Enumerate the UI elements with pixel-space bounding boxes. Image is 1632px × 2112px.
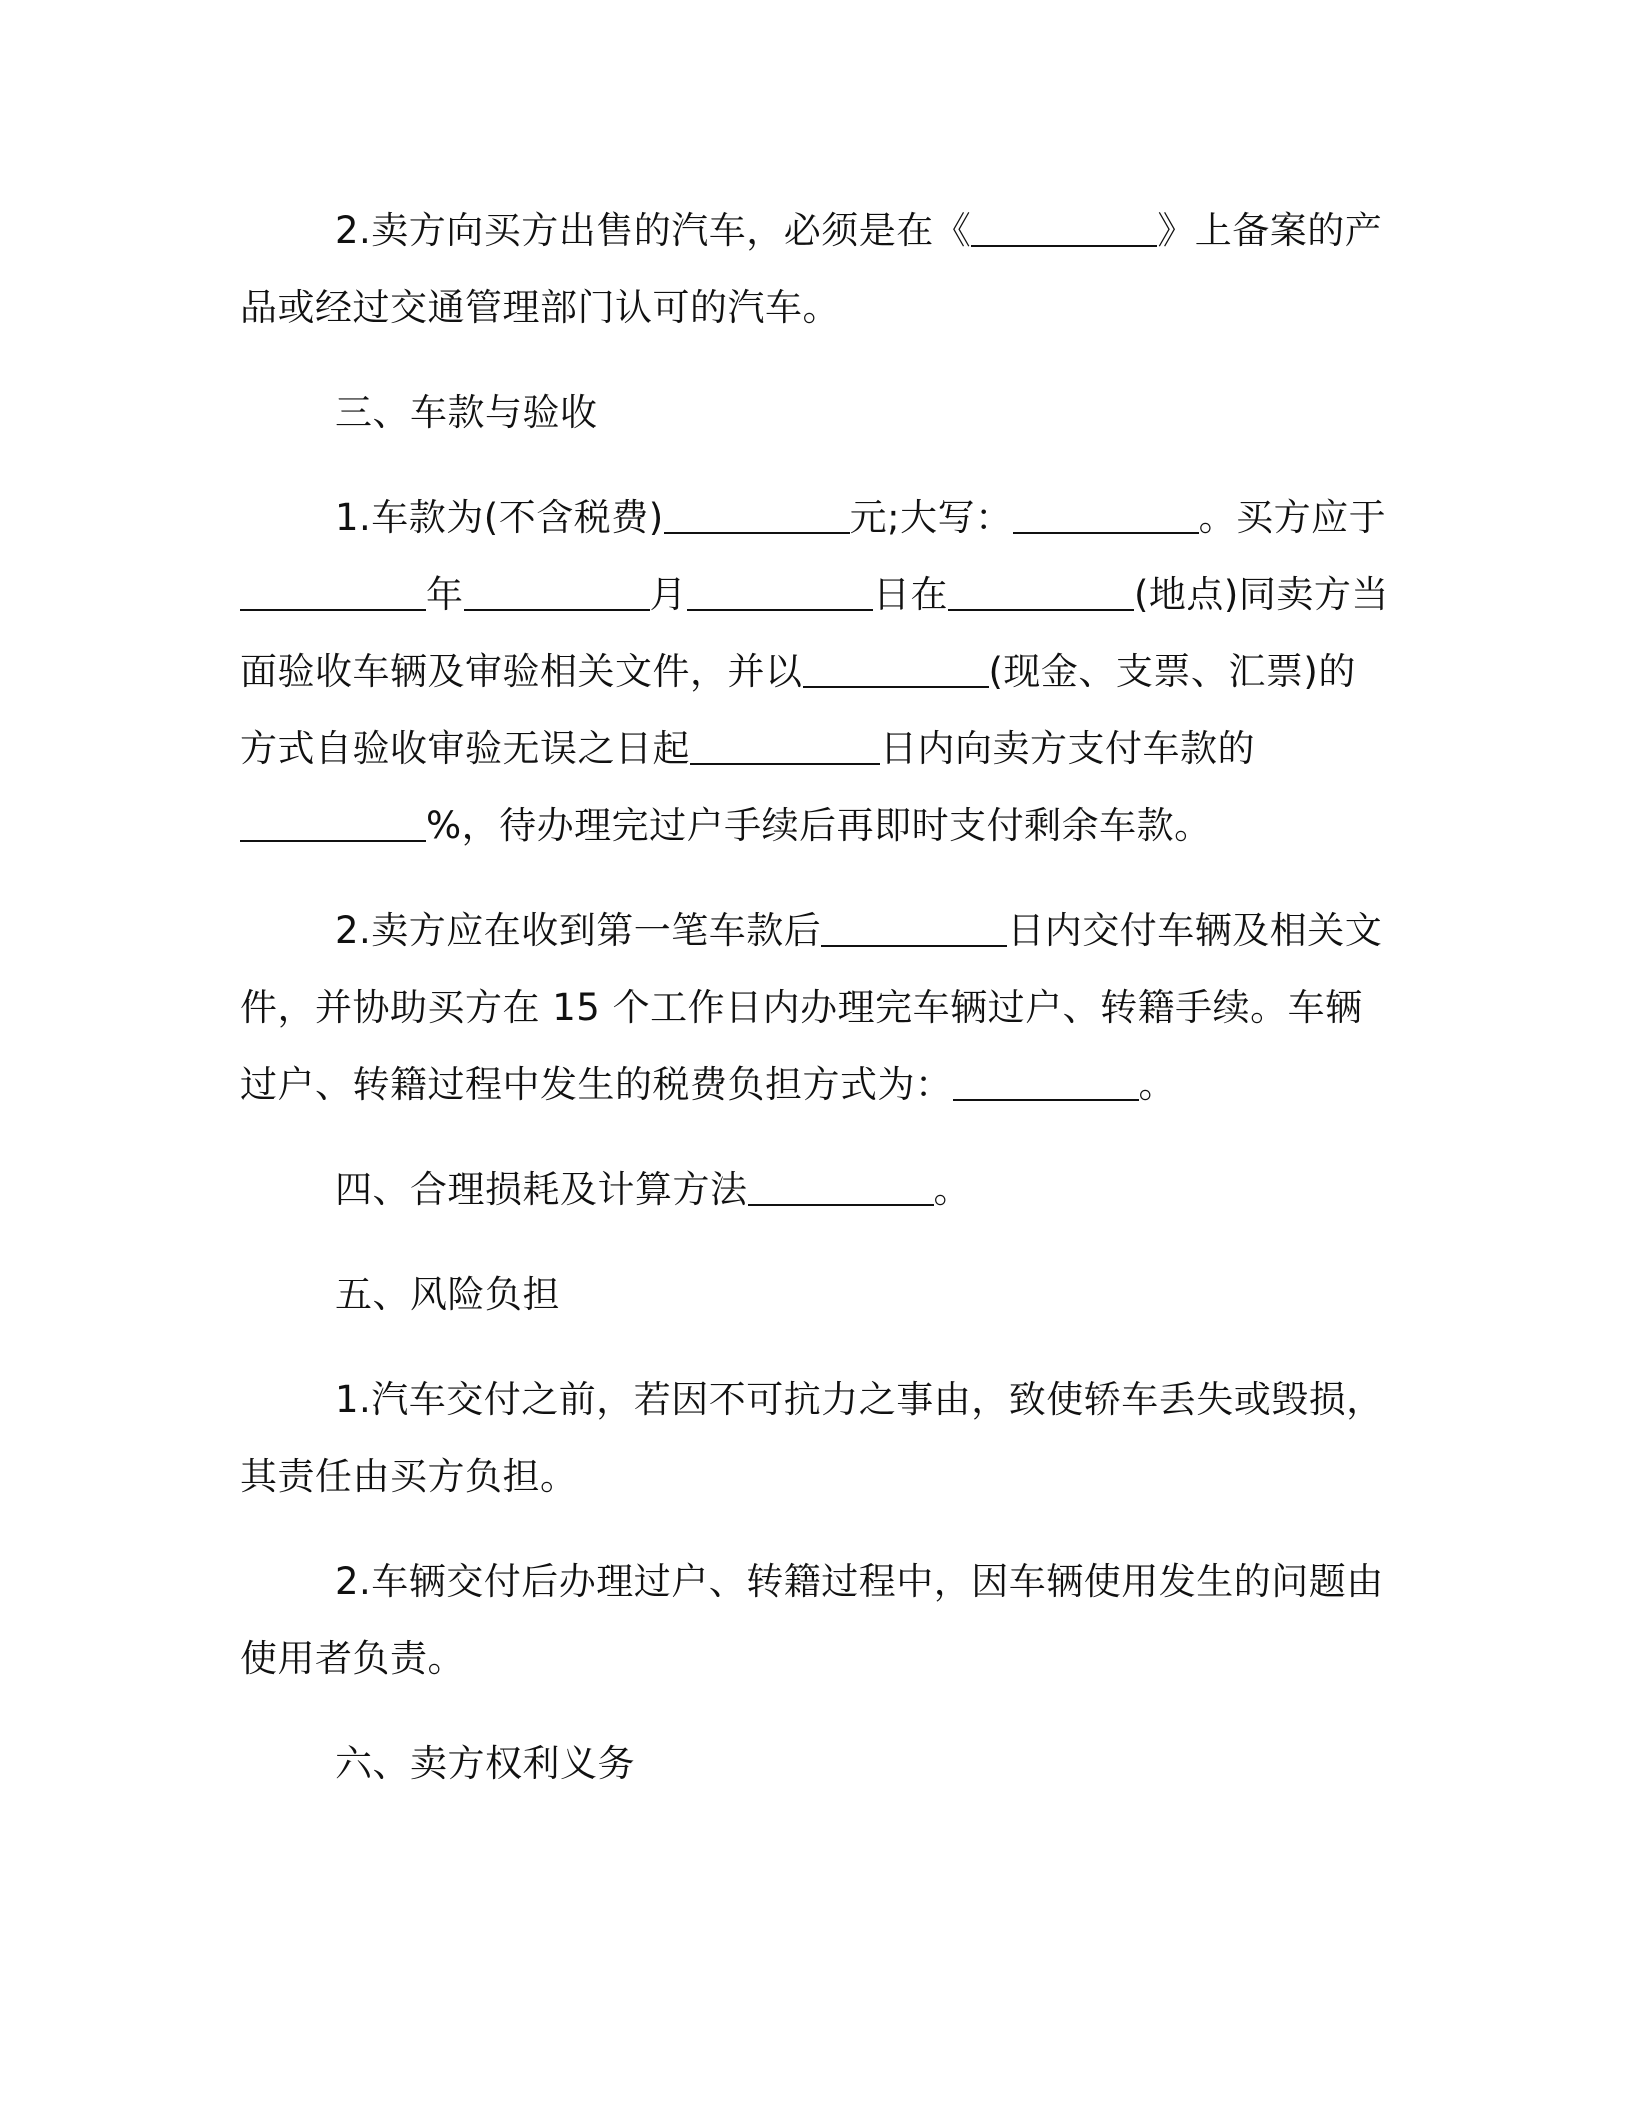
text-segment: 日内交付车辆及相关文件，并协助买方在 15 个工作日内办理完车辆过户、转籍手续。车辆过户、转籍过程中发生的税费负担方式为：	[240, 909, 1383, 1106]
text-segment: 年	[426, 573, 464, 616]
fill-in-blank[interactable]	[953, 1069, 1139, 1101]
fill-in-blank[interactable]	[1013, 502, 1199, 534]
text-segment: 2.卖方向买方出售的汽车，必须是在《	[335, 209, 972, 252]
clause-2-usage-liability: 2.车辆交付后办理过户、转籍过程中，因车辆使用发生的问题由使用者负责。	[240, 1560, 1384, 1680]
section-heading-seller-rights: 六、卖方权利义务	[335, 1742, 635, 1785]
fill-in-blank[interactable]	[948, 579, 1134, 611]
text-segment: 四、合理损耗及计算方法	[335, 1168, 748, 1211]
fill-in-blank[interactable]	[821, 915, 1007, 947]
fill-in-blank[interactable]	[240, 810, 426, 842]
document-body	[240, 192, 1390, 1830]
text-segment: 。	[1138, 1063, 1176, 1106]
fill-in-blank[interactable]	[971, 215, 1157, 247]
text-segment: 》上备案的产品或经过交通管理部门认可的汽车。	[240, 209, 1383, 329]
fill-in-blank[interactable]	[748, 1174, 934, 1206]
fill-in-blank[interactable]	[240, 579, 426, 611]
text-segment: 。	[933, 1168, 971, 1211]
text-segment: 元;大写：	[849, 496, 1013, 539]
text-segment: 月	[649, 573, 687, 616]
section-heading-loss-calculation	[240, 1151, 1390, 1228]
text-segment: (地点)同卖方当面验收车辆及审验相关文件，并以	[240, 573, 1389, 693]
fill-in-blank[interactable]	[664, 502, 850, 534]
fill-in-blank[interactable]	[687, 579, 873, 611]
clause-2-delivery	[240, 892, 1390, 1123]
text-segment: 2.卖方应在收到第一笔车款后	[335, 909, 822, 952]
text-segment: (现金、支票、汇票)的方式自验收审验无误之日起	[240, 650, 1356, 770]
text-segment: 。买方应于	[1198, 496, 1387, 539]
text-segment: 日在	[873, 573, 948, 616]
section-heading-risk: 五、风险负担	[335, 1273, 560, 1316]
section-heading-payment-acceptance: 三、车款与验收	[335, 391, 598, 434]
text-segment: 日内向卖方支付车款的	[880, 727, 1255, 770]
text-segment: %，待办理完过户手续后再即时支付剩余车款。	[426, 804, 1212, 847]
fill-in-blank[interactable]	[464, 579, 650, 611]
fill-in-blank[interactable]	[690, 733, 880, 765]
clause-1-force-majeure: 1.汽车交付之前，若因不可抗力之事由，致使轿车丢失或毁损，其责任由买方负担。	[240, 1378, 1384, 1498]
text-segment: 1.车款为(不含税费)	[335, 496, 664, 539]
fill-in-blank[interactable]	[803, 656, 989, 688]
clause-2-product-registration	[240, 192, 1390, 346]
clause-1-payment	[240, 479, 1390, 864]
